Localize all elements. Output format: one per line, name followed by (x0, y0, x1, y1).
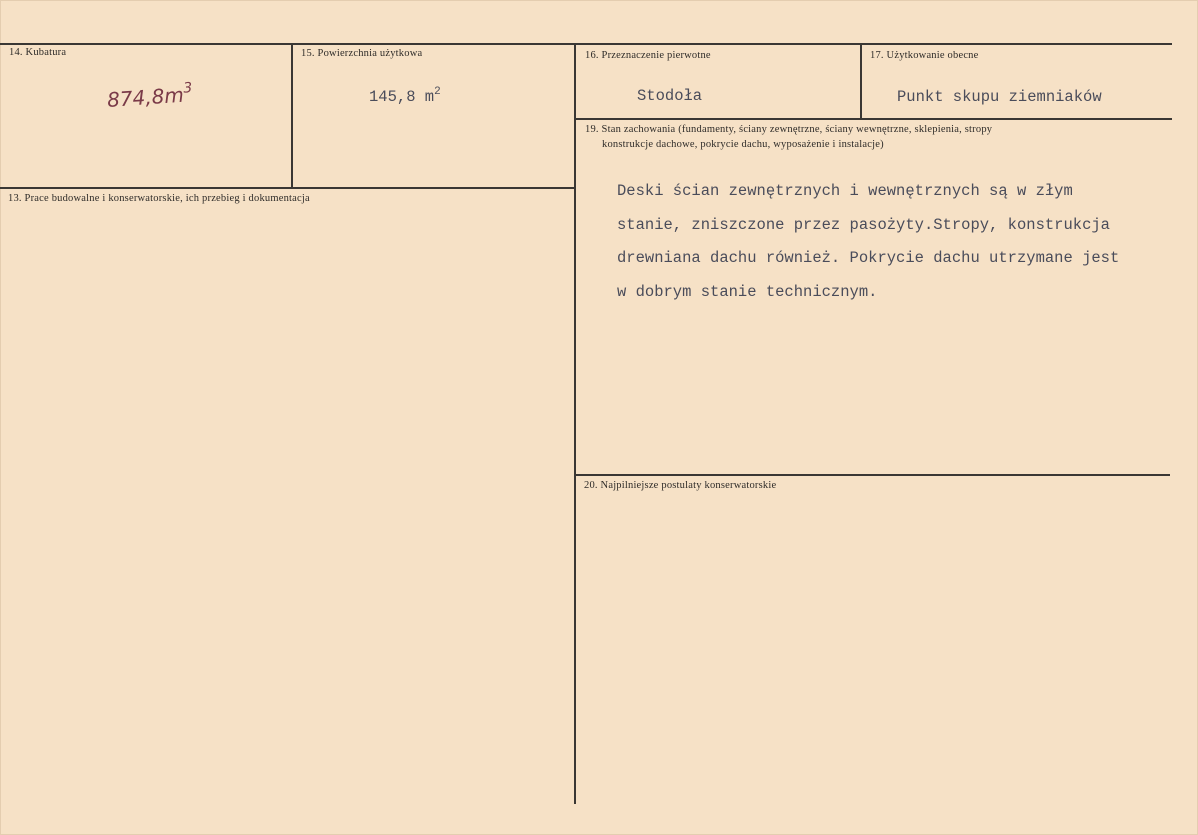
field-19-text (617, 175, 1177, 309)
field-19-text-line: w dobrym stanie technicznym. (617, 282, 878, 301)
field-13-label: 13. Prace budowalne i konserwatorskie, ich przebieg i dokumentacja (8, 193, 310, 204)
divider-16-17 (860, 44, 862, 119)
field-16-value: Stodoła (637, 87, 703, 105)
field-19-text-line: drewniana dachu również. Pokrycie dachu utrzymane jest (617, 249, 1120, 267)
field-19-text-line: stanie, zniszczone przez pasożyty.Stropy, konstrukcja (617, 215, 1110, 234)
field-14-value (106, 80, 193, 112)
field-14-label: 14. Kubatura (9, 47, 67, 58)
field-17-value: Punkt skupu ziemniaków (897, 88, 1102, 106)
rule-under-19 (575, 474, 1170, 476)
field-15-value (369, 86, 441, 106)
field-19-label-line2: konstrukcje dachowe, pokrycie dachu, wyposażenie i instalacje) (602, 139, 884, 150)
field-19-label-line1: 19. Stan zachowania (fundamenty, ściany zewnętrzne, ściany wewnętrzne, sklepienia, stropy (585, 124, 993, 135)
field-16-label: 16. Przeznaczenie pierwotne (585, 50, 711, 61)
rule-under-16-17 (575, 118, 1172, 120)
field-14-number: 874,8m (106, 82, 185, 112)
field-15-number: 145,8 m (369, 88, 435, 106)
main-column-divider (574, 44, 576, 804)
rule-under-14-15 (0, 187, 575, 189)
field-15-label: 15. Powierzchnia użytkowa (301, 48, 423, 59)
top-rule (0, 43, 1172, 45)
field-20-label: 20. Najpilniejsze postulaty konserwatorskie (584, 480, 777, 491)
field-17-label: 17. Użytkowanie obecne (870, 50, 979, 61)
field-19-text-line: Deski ścian zewnętrznych i wewnętrznych są w złym (617, 182, 1073, 200)
field-15-exponent: 2 (434, 86, 441, 98)
divider-14-15 (291, 44, 293, 187)
field-14-exponent: 3 (182, 80, 193, 97)
